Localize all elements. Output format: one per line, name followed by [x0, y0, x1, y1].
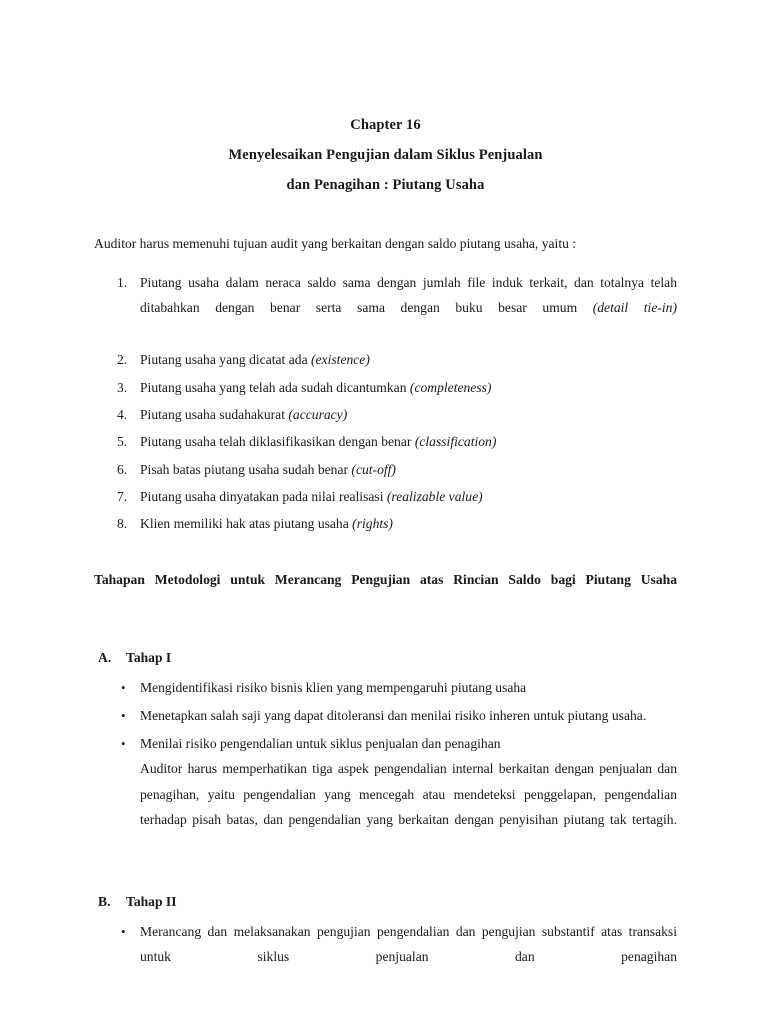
objective-assertion-term: (accuracy)	[288, 407, 348, 423]
objective-marker: 8.	[117, 516, 128, 532]
objective-marker: 7.	[117, 488, 128, 504]
objective-marker: 2.	[117, 352, 128, 368]
phase-heading	[98, 646, 677, 670]
phase-bullet-item	[94, 703, 677, 728]
phase-bullet-text: Mengidentifikasi risiko bisnis klien yang mempengaruhi piutang usaha	[140, 679, 527, 695]
page-title-line-2: Menyelesaikan Pengujian dalam Siklus Penjualan	[228, 147, 543, 163]
objective-assertion-term: (detail tie-in)	[592, 299, 677, 315]
phase-section	[94, 890, 677, 995]
phase-bullet-text: Merancang dan melaksanakan pengujian pengendalian dan pengujian substantif atas transaksi untuk siklus penjualan dan penagihan	[140, 923, 677, 964]
bullet-icon: •	[121, 679, 126, 695]
phase-marker: B.	[98, 893, 111, 909]
objective-marker: 3.	[117, 379, 128, 395]
phase-section	[94, 646, 677, 858]
methodology-heading: Tahapan Metodologi untuk Merancang Pengujian atas Rincian Saldo bagi Piutang Usaha	[94, 571, 677, 587]
phase-heading-label: Tahap I	[126, 649, 172, 665]
objective-text: Piutang usaha dinyatakan pada nilai realisasi	[140, 488, 387, 504]
phase-bullet-list	[94, 919, 677, 995]
bullet-icon: •	[121, 736, 126, 752]
objective-assertion-term: (rights)	[352, 516, 393, 532]
objective-item	[94, 484, 677, 509]
objective-item	[94, 270, 677, 346]
page-title-line-3: dan Penagihan : Piutang Usaha	[286, 177, 485, 193]
phase-bullet-text: Menilai risiko pengendalian untuk siklus penjualan dan penagihan	[140, 736, 501, 752]
objective-text: Piutang usaha sudahakurat	[140, 407, 289, 423]
objective-item	[94, 429, 677, 454]
objective-text: Piutang usaha telah diklasifikasikan dengan benar	[140, 434, 415, 450]
objective-marker: 4.	[117, 407, 128, 423]
objective-item	[94, 457, 677, 482]
phase-heading-label: Tahap II	[126, 893, 177, 909]
document-content	[94, 0, 677, 995]
phase-marker: A.	[98, 649, 112, 665]
bullet-icon: •	[121, 707, 126, 723]
bullet-icon: •	[121, 923, 126, 939]
objective-item	[94, 511, 677, 536]
phase-bullet-list	[94, 675, 677, 858]
intro-paragraph: Auditor harus memenuhi tujuan audit yang berkaitan dengan saldo piutang usaha, yaitu :	[94, 236, 577, 251]
phase-bullet-text: Menetapkan salah saji yang dapat ditoleransi dan menilai risiko inheren untuk piutang usaha.	[140, 707, 647, 723]
objective-assertion-term: (classification)	[414, 434, 497, 450]
objective-text: Klien memiliki hak atas piutang usaha	[140, 516, 353, 532]
page-title-line-1: Chapter 16	[350, 117, 421, 133]
phase-bullet-item	[94, 919, 677, 995]
document-title-block	[94, 0, 677, 200]
phase-bullet-subparagraph: Auditor harus memperhatikan tiga aspek pengendalian internal berkaitan dengan penjualan dan penagihan, yaitu pengendalian yang mencegah atau mendeteksi penggelapan, pengendalian terhadap pisah batas, dan pengendalian yang berkaitan dengan penyisihan piutang tak tertagih.	[140, 761, 677, 828]
objective-marker: 6.	[117, 461, 128, 477]
objective-assertion-term: (existence)	[311, 352, 370, 368]
phase-bullet-item	[94, 675, 677, 700]
phase-bullet-item	[94, 731, 677, 857]
objective-item	[94, 402, 677, 427]
phase-heading	[98, 890, 677, 914]
audit-objectives-list	[94, 270, 677, 537]
objective-assertion-term: (cut-off)	[351, 461, 396, 477]
objective-text: Piutang usaha yang telah ada sudah dicantumkan	[140, 379, 410, 395]
objective-assertion-term: (realizable value)	[386, 488, 483, 504]
objective-marker: 5.	[117, 434, 128, 450]
objective-item	[94, 375, 677, 400]
objective-text: Piutang usaha dalam neraca saldo sama dengan jumlah file induk terkait, dan totalnya telah ditabahkan dengan benar serta sama dengan buku besar umum	[140, 274, 677, 315]
objective-marker: 1.	[117, 274, 128, 290]
phases-container	[94, 646, 677, 995]
objective-assertion-term: (completeness)	[409, 379, 492, 395]
objective-text: Pisah batas piutang usaha sudah benar	[140, 461, 352, 477]
objective-item	[94, 347, 677, 372]
objective-text: Piutang usaha yang dicatat ada	[140, 352, 311, 368]
